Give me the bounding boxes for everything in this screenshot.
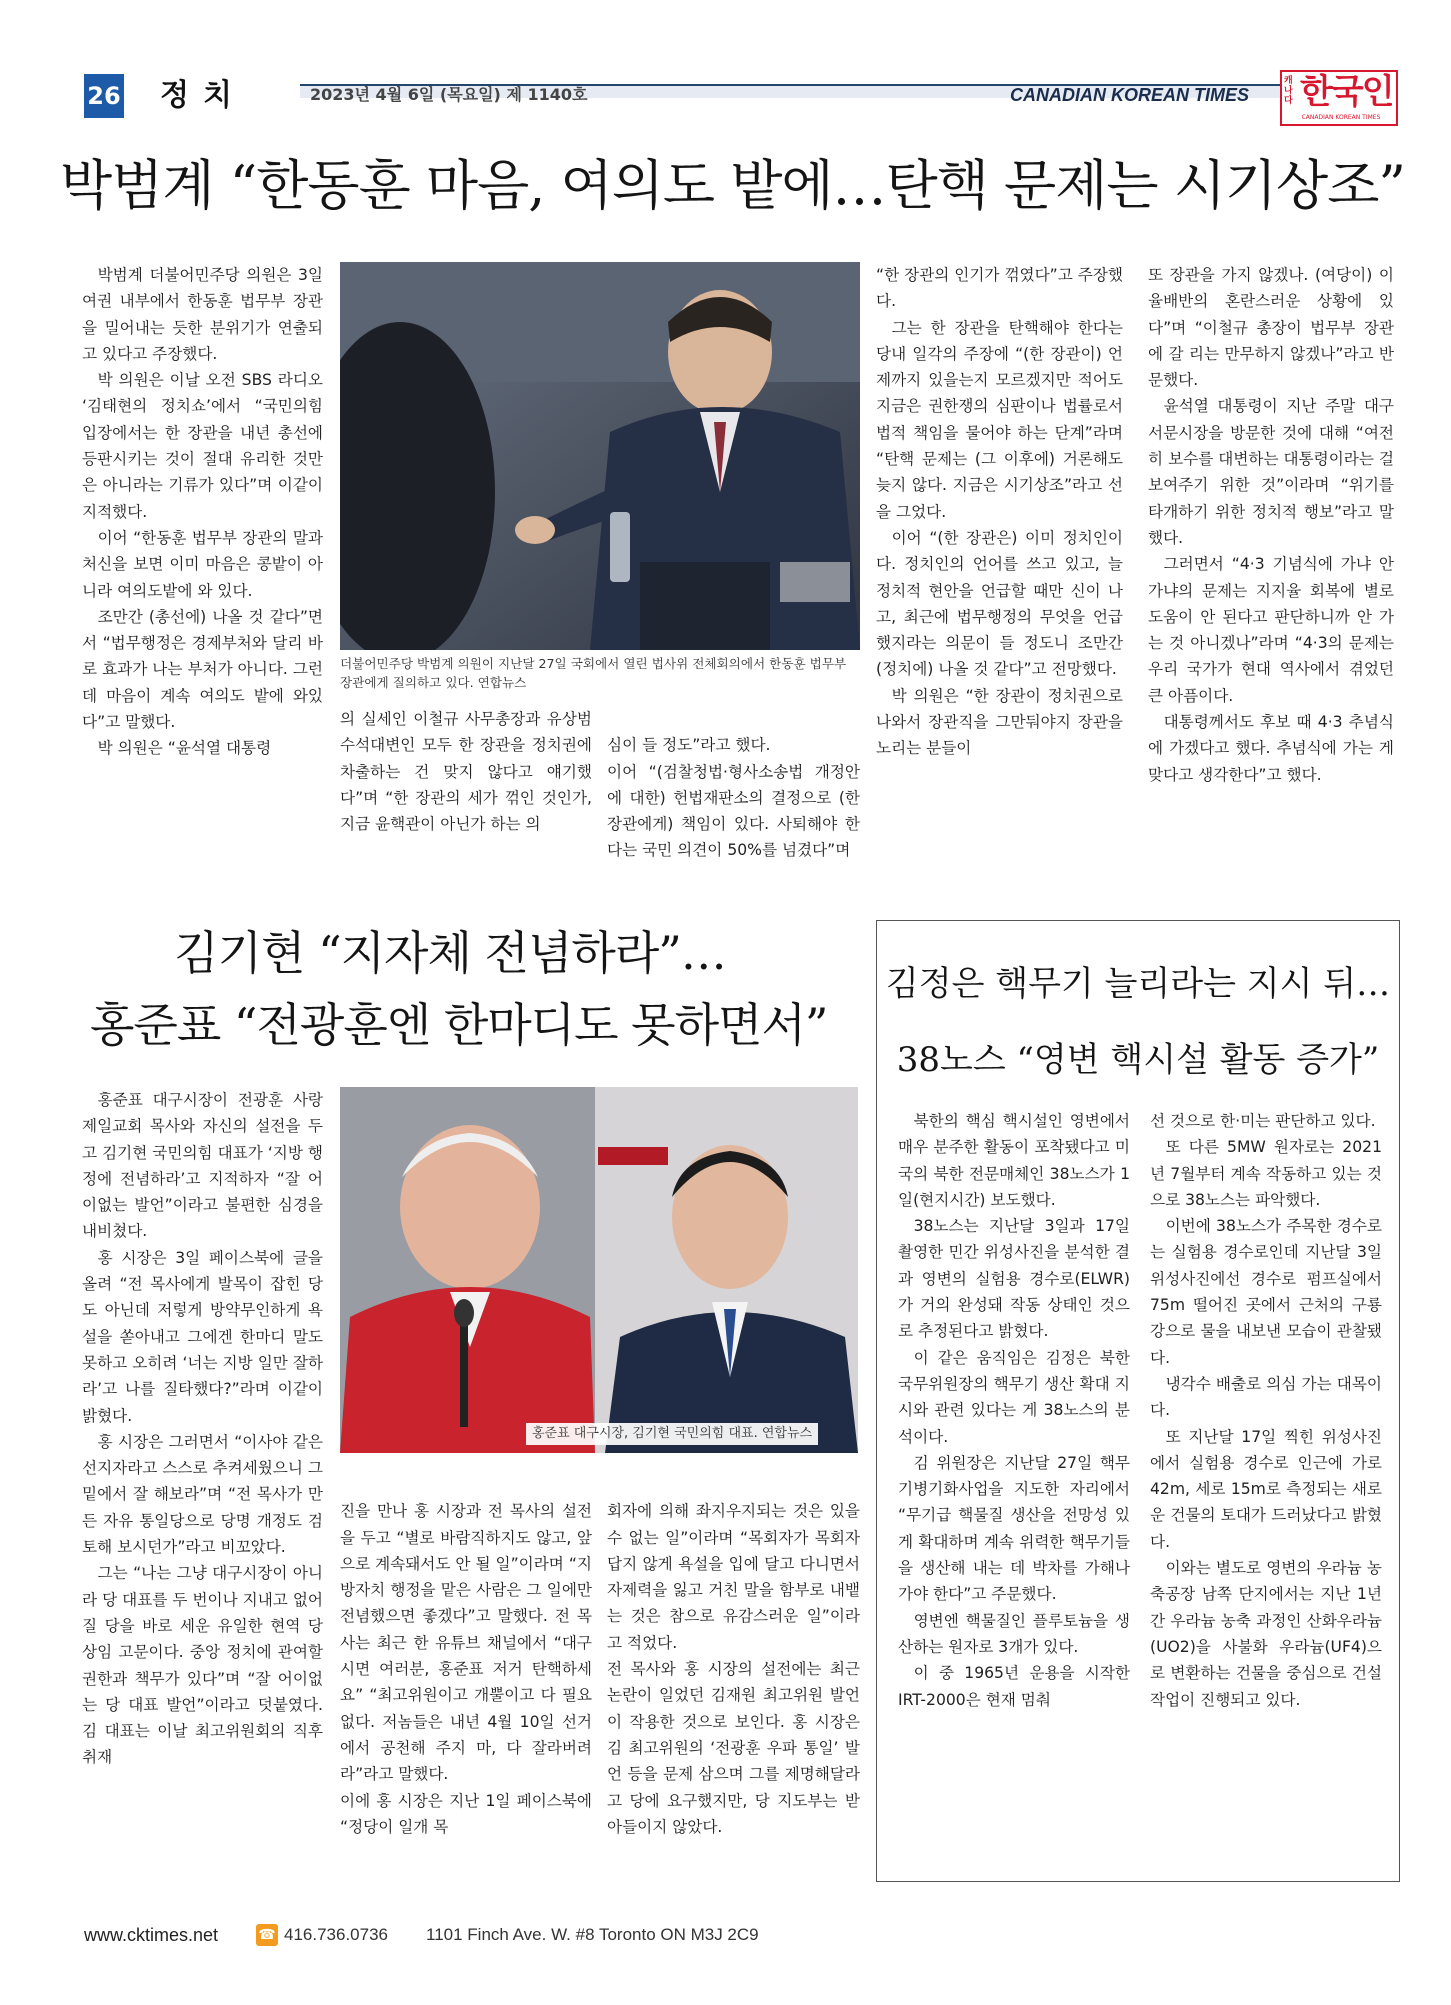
story1-paragraph: 윤석열 대통령이 지난 주말 대구 서문시장을 방문한 것에 대해 “여전히 보수를 대변하는 대통령이라는 걸 보여주기 위한 것”이라며 “위기를 타개하기 위한 정치적 행보”라고 말했다. [1148,397,1394,547]
story1-column-4 [876,262,1123,862]
footer-address: 1101 Finch Ave. W. #8 Toronto ON M3J 2C9 [426,1925,759,1944]
story1-paragraph: 그는 한 장관을 탄핵해야 한다는 당내 일각의 주장에 “(한 장관이) 언제까지 있을는지 모르겠지만 적어도 지금은 권한쟁의 심판이나 법률로서 법적 책임을 물어야 하는 단계”라며 “탄핵 문제는 (그 이후에) 거론해도 늦지 않다. 지금은 시기상조”라고 선을 그었다. [876,318,1123,521]
story3-paragraph: 선 것으로 한·미는 판단하고 있다. [1150,1112,1376,1130]
story3-column-2 [1150,1108,1382,1868]
logo-side-text: 캐나다 [1284,76,1293,106]
page-number: 26 [84,74,124,118]
story1-paragraph: 박 의원은 이날 오전 SBS 라디오 ‘김태현의 정치쇼’에서 “국민의힘 입장에서는 한 장관을 내년 총선에 등판시키는 것이 절대 유리한 것만은 아니라는 기류가 있다”며 이같이 지적했다. [82,371,323,521]
story1-paragraph: 그러면서 “4·3 기념식에 가냐 안 가냐의 문제는 지지율 회복에 별로 도움이 안 된다고 판단하니까 안 가는 것 아니겠나”라며 “4·3의 문제는 우리 국가가 현대 역사에서 겪었던 큰 아픔이다. [1148,555,1394,705]
phone-icon: ☎ [256,1924,278,1946]
politicians-photo-illustration [340,1087,858,1453]
story2-column-3 [607,1472,860,1897]
story1-paragraph: 또 장관을 가지 않겠나. (여당이) 이율배반의 혼란스러운 상황에 있다”며 “이철규 총장이 법무부 장관에 갈 리는 만무하지 않겠나”라고 반문했다. [1148,266,1394,390]
story3-paragraph: 냉각수 배출로 의심 가는 대목이다. [1150,1374,1382,1420]
story1-headline: 박범계 “한동훈 마음, 여의도 밭에…탄핵 문제는 시기상조” [60,154,1405,217]
story2-paragraph: 홍 시장은 그러면서 “이사야 같은 선지자라고 스스로 추켜세웠으니 그 밑에서 잘 해보라”며 “전 목사가 만든 자유 통일당으로 당명 개정도 검토해 보시던가”라고 비꼬았다. [82,1432,323,1557]
story1-column-2 [340,706,592,864]
story1-paragraph: 의 실세인 이철규 사무총장과 유상범 수석대변인 모두 한 장관을 정치권에 차출하는 건 맞지 않다고 얘기했다”며 “한 장관의 세가 꺾인 것인가, 지금 윤핵관이 아닌가 하는 의 [340,710,592,834]
story3-paragraph: 이 중 1965년 운용을 시작한 IRT-2000은 현재 멈춰 [898,1664,1130,1709]
story3-paragraph: 또 지난달 17일 찍힌 위성사진에서 실험용 경수로 인근에 가로 42m, 세로 15m로 측정되는 새로운 건물의 토대가 드러났다고 밝혔다. [1150,1427,1382,1551]
story3-paragraph: 이 같은 움직임은 김정은 북한 국무위원장의 핵무기 생산 확대 지시와 관련 있다는 게 38노스의 분석이다. [898,1348,1130,1446]
newspaper-logo [1280,70,1398,126]
story3-headline-line2: 38노스 “영변 핵시설 활동 증가” [896,1040,1380,1080]
story3-paragraph: 영변엔 핵물질인 플루토늄을 생산하는 원자로 3개가 있다. [898,1611,1130,1656]
story2-paragraph: 홍준표 대구시장이 전광훈 사랑제일교회 목사와 자신의 설전을 두고 김기현 국민의힘 대표가 ‘지방 행정에 전념하라’고 지적하자 “잘 어이없는 발언”이라고 불편한 심경을 내비쳤다. [82,1091,323,1241]
story3-column-1 [898,1108,1130,1868]
story2-paragraph: 그는 “나는 그냥 대구시장이 아니라 당 대표를 두 번이나 지내고 없어질 당을 바로 세운 유일한 현역 당 상임 고문이다. 중앙 정치에 관여할 권한과 책무가 있다”며 “잘 어이없는 당 대표 발언”이라고 덧붙였다. 김 대표는 이날 최고위원회의 직후 취재 [82,1564,323,1767]
story1-paragraph: 대통령께서도 후보 때 4·3 추념식에 가겠다고 했다. 추념식에 가는 게 맞다고 생각한다”고 했다. [1148,713,1394,784]
story1-photo [340,262,860,650]
story2-column-1 [82,1087,323,1897]
story1-column-3 [607,706,860,864]
story3-paragraph: 이번에 38노스가 주목한 경수로는 실험용 경수로인데 지난달 3일 위성사진에선 경수로 펌프실에서 75m 떨어진 곳에서 근처의 구룡강으로 물을 내보낸 모습이 관찰됐다. [1150,1217,1382,1367]
paper-name: CANADIAN KOREAN TIMES [1010,85,1250,105]
section-title: 정치 [160,78,246,113]
footer-phone: 416.736.0736 [284,1925,388,1944]
story2-paragraph: 회자에 의해 좌지우지되는 것은 있을 수 없는 일”이라며 “목회자가 목회자답지 않게 욕설을 입에 달고 다니면서 자제력을 잃고 거친 말을 함부로 내뱉는 것은 참으로 유감스러운 일”이라고 적었다. 전 목사와 홍 시장의 설전에는 최근 논란이 일었던 김재원 최고위원 발언이 작용한 것으로 보인다. 홍 시장은 김 최고위원의 ‘전광훈 우파 통일’ 발언 등을 문제 삼으며 그를 제명해달라고 당에 요구했지만, 당 지도부는 받아들이지 않았다. [607,1502,860,1836]
story1-paragraph: 이어 “한동훈 법무부 장관의 말과 처신을 보면 이미 마음은 콩밭이 아니라 여의도밭에 와 있다. [82,528,323,600]
story3-paragraph: 38노스는 지난달 3일과 17일 촬영한 민간 위성사진을 분석한 결과 영변의 실험용 경수로(ELWR)가 거의 완성돼 작동 상태인 것으로 추정된다고 밝혔다. [898,1217,1130,1341]
story1-paragraph: 조만간 (총선에) 나올 것 같다”면서 “법무행정은 경제부처와 달리 바로 효과가 나는 부처가 아니다. 그런데 마음이 계속 여의도 밭에 와있다”고 말했다. [82,607,323,732]
story1-paragraph: 박 의원은 “한 장관이 정치권으로 나와서 장관직을 그만둬야지 장관을 노리는 분들이 [876,686,1123,758]
story2-photo-caption: 홍준표 대구시장, 김기현 국민의힘 대표. 연합뉴스 [526,1423,818,1445]
story3-headline-line1: 김정은 핵무기 늘리라는 지시 뒤… [885,964,1391,1004]
story3-paragraph: 또 다른 5MW 원자로는 2021년 7월부터 계속 작동하고 있는 것으로 38노스는 파악했다. [1150,1138,1382,1209]
story3-paragraph: 김 위원장은 지난달 27일 핵무기병기화사업을 지도한 자리에서 “무기급 핵물질 생산을 전망성 있게 확대하며 계속 위력한 핵무기들을 생산해 내는 데 박차를 가해나가야 한다”고 주문했다. [898,1453,1130,1604]
story1-paragraph: 이어 “(한 장관은) 이미 정치인이다. 정치인의 언어를 쓰고 있고, 늘 정치적 현안을 언급할 때만 신이 나고, 최근에 법무행정의 무엇을 언급했지라는 의문이 들 정도니 조만간 (정치에) 나올 것 같다”고 전망했다. [876,528,1123,679]
footer-website[interactable]: www.cktimes.net [84,1925,219,1945]
story2-headline-line1: 김기현 “지자체 전념하라”… [174,926,726,980]
story1-paragraph: 심이 들 정도”라고 했다. 이어 “(검찰청법·형사소송법 개정안에 대한) 헌법재판소의 결정으로 (한 장관에게) 책임이 있다. 사퇴해야 한다는 국민 의견이 50%를 넘겼다”며 [607,736,860,860]
story3-paragraph: 이와는 별도로 영변의 우라늄 농축공장 남쪽 단지에서는 지난 1년간 우라늄 농축 과정인 산화우라늄(UO2)을 사불화 우라늄(UF4)으로 변환하는 건물을 중심으로 건설작업이 진행되고 있다. [1150,1559,1382,1709]
story2-photo [340,1087,858,1453]
lawmaker-photo-illustration [340,262,860,650]
story2-paragraph: 진을 만나 홍 시장과 전 목사의 설전을 두고 “별로 바람직하지도 않고, 앞으로 계속돼서도 안 될 일”이라며 “지방자치 행정을 맡은 사람은 그 일에만 전념했으면 좋겠다”고 말했다. 전 목사는 최근 한 유튜브 채널에서 “대구시면 여러분, 홍준표 저거 탄핵하세요” “최고위원이고 개뿔이고 다 필요 없다. 저놈들은 내년 4월 10일 선거에서 공천해 주지 마, 다 잘라버려라”라고 말했다. 이에 홍 시장은 지난 1일 페이스북에 “정당이 일개 목 [340,1502,592,1836]
logo-main-text: 한국인 [1300,72,1393,112]
story1-paragraph: 박 의원은 “윤석열 대통령 [97,739,272,758]
story1-paragraph: “한 장관의 인기가 꺾였다”고 주장했다. [876,266,1123,311]
story1-column-1 [82,262,323,862]
story1-paragraph: 박범계 더불어민주당 의원은 3일 여권 내부에서 한동훈 법무부 장관을 밀어내는 듯한 분위기가 연출되고 있다고 주장했다. [82,266,323,363]
issue-date: 2023년 4월 6일 (목요일) 제 1140호 [310,85,588,104]
story1-column-5 [1148,262,1394,862]
story1-photo-caption: 더불어민주당 박범계 의원이 지난달 27일 국회에서 열린 법사위 전체회의에서 한동훈 법무부 장관에게 질의하고 있다. 연합뉴스 [340,656,847,690]
story2-headline-line2: 홍준표 “전광훈엔 한마디도 못하면서” [90,998,828,1052]
story3-paragraph: 북한의 핵심 핵시설인 영변에서 매우 분주한 활동이 포착됐다고 미국의 북한 전문매체인 38노스가 1일(현지시간) 보도했다. [898,1112,1130,1209]
story2-paragraph: 홍 시장은 3일 페이스북에 글을 올려 “전 목사에게 발목이 잡힌 당도 아닌데 저렇게 방약무인하게 욕설을 쏟아내고 그에겐 한마디 말도 못하고 오히려 ‘너는 지방 일만 잘하라’고 나를 질타했다?”라며 이같이 밝혔다. [82,1248,323,1425]
story2-column-2 [340,1472,592,1897]
logo-sub-text: CANADIAN KOREAN TIMES [1301,114,1381,121]
